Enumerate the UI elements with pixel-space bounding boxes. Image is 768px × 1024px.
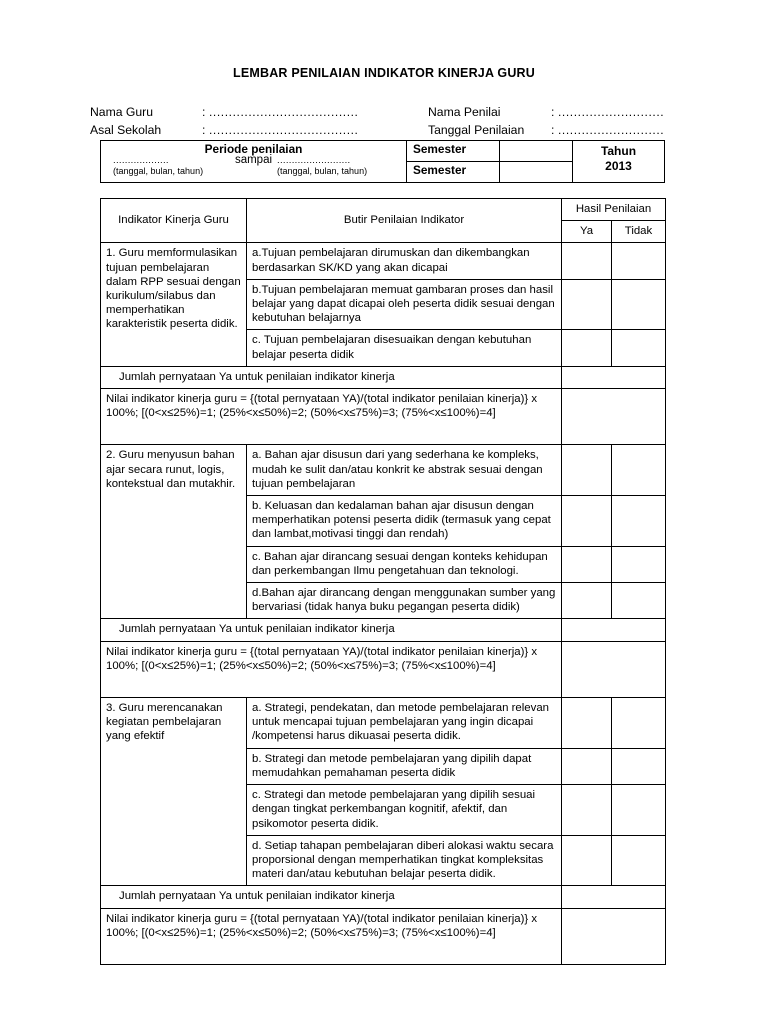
summary-value[interactable] <box>562 886 666 908</box>
summary-row <box>101 886 666 908</box>
checkbox-cell-ya[interactable] <box>562 748 612 784</box>
checkbox-cell-ya[interactable] <box>562 583 612 619</box>
table-row <box>101 445 666 496</box>
year-value[interactable]: 2013 <box>605 159 632 173</box>
semester-cell <box>407 141 573 182</box>
semester-value-1[interactable] <box>500 141 572 161</box>
year-cell <box>573 141 664 182</box>
score-row <box>101 641 666 697</box>
checkbox-cell-ya[interactable] <box>562 330 612 366</box>
period-end-value[interactable]: ......................... <box>277 155 351 166</box>
semester-value-2[interactable] <box>500 162 572 182</box>
nama-penilai-value[interactable]: ........................... <box>558 105 665 119</box>
checkbox-cell-ya[interactable] <box>562 835 612 886</box>
indicator-cell: 2. Guru menyusun bahan ajar secara runut, logis, kontekstual dan mutakhir. <box>101 445 247 619</box>
butir-cell: c. Bahan ajar dirancang sesuai dengan konteks kehidupan dan perkembangan Ilmu pengetahuan dan teknologi. <box>247 546 562 582</box>
nama-guru-value[interactable]: ...................................... <box>209 105 359 119</box>
checkbox-cell-ya[interactable] <box>562 445 612 496</box>
checkbox-cell-ya[interactable] <box>562 546 612 582</box>
butir-cell: b. Keluasan dan kedalaman bahan ajar disusun dengan memperhatikan potensi peserta didik (termasuk yang cepat dan lambat,motivasi tinggi dan rendah) <box>247 496 562 547</box>
year-label: Tahun <box>600 144 637 158</box>
header-tidak: Tidak <box>612 221 666 243</box>
butir-cell: d. Setiap tahapan pembelajaran diberi alokasi waktu secara proporsional dengan memperhatikan tingkat kompleksitas materi dan/atau kebutuhan belajar peserta didik. <box>247 835 562 886</box>
butir-cell: a.Tujuan pembelajaran dirumuskan dan dikembangkan berdasarkan SK/KD yang akan dicapai <box>247 243 562 279</box>
summary-value[interactable] <box>562 366 666 388</box>
summary-row <box>101 619 666 641</box>
asal-sekolah-label: Asal Sekolah <box>90 123 162 137</box>
checkbox-cell-tidak[interactable] <box>612 496 666 547</box>
checkbox-cell-tidak[interactable] <box>612 748 666 784</box>
checkbox-cell-tidak[interactable] <box>612 243 666 279</box>
tanggal-penilaian-value[interactable]: ........................... <box>558 123 665 137</box>
header-hasil-penilaian: Hasil Penilaian <box>562 199 666 221</box>
checkbox-cell-tidak[interactable] <box>612 785 666 836</box>
score-row <box>101 389 666 445</box>
checkbox-cell-ya[interactable] <box>562 243 612 279</box>
indicator-cell: 3. Guru merencanakan kegiatan pembelajaran yang efektif <box>101 698 247 886</box>
semester-row-1 <box>407 141 572 162</box>
summary-label: Jumlah pernyataan Ya untuk penilaian indikator kinerja <box>101 366 562 388</box>
checkbox-cell-tidak[interactable] <box>612 546 666 582</box>
score-label: Nilai indikator kinerja guru = {(total pernyataan YA)/(total indikator penilaian kinerja)} x 100%; [(0<x≤25%)=1; (25%<x≤50%)=2; (50%<x≤75%)=3; (75%<x≤100%)=4] <box>101 389 562 445</box>
semester-label-2: Semester <box>407 162 500 182</box>
checkbox-cell-tidak[interactable] <box>612 330 666 366</box>
asal-sekolah-field <box>90 123 428 137</box>
checkbox-cell-ya[interactable] <box>562 279 612 330</box>
nama-guru-colon: : <box>202 105 206 119</box>
checkbox-cell-ya[interactable] <box>562 496 612 547</box>
butir-cell: b. Strategi dan metode pembelajaran yang dipilih dapat memudahkan pemahaman peserta didik <box>247 748 562 784</box>
tanggal-penilaian-label: Tanggal Penilaian <box>428 123 525 137</box>
identity-row-2 <box>90 123 678 141</box>
tanggal-penilaian-field <box>428 123 678 137</box>
period-cell <box>101 141 407 182</box>
score-value[interactable] <box>562 389 666 445</box>
butir-cell: c. Strategi dan metode pembelajaran yang dipilih sesuai dengan tingkat perkembangan kognitif, afektif, dan psikomotor peserta didik. <box>247 785 562 836</box>
butir-cell: a. Bahan ajar disusun dari yang sederhana ke kompleks, mudah ke sulit dan/atau konkrit ke abstrak sesuai dengan tujuan pembelajaran <box>247 445 562 496</box>
period-title: Periode penilaian <box>204 142 303 156</box>
identity-header <box>90 105 678 141</box>
semester-row-2 <box>407 162 572 182</box>
checkbox-cell-tidak[interactable] <box>612 445 666 496</box>
butir-cell: b.Tujuan pembelajaran memuat gambaran proses dan hasil belajar yang dapat dicapai oleh peserta didik sesuai dengan kebutuhan belajarnya <box>247 279 562 330</box>
asal-sekolah-colon: : <box>202 123 206 137</box>
page-title: LEMBAR PENILAIAN INDIKATOR KINERJA GURU <box>232 66 536 80</box>
period-end-caption: (tanggal, bulan, tahun) <box>277 166 368 176</box>
nama-penilai-label: Nama Penilai <box>428 105 501 119</box>
nama-guru-field <box>90 105 428 119</box>
header-ya: Ya <box>562 221 612 243</box>
nama-penilai-colon: : <box>551 105 555 119</box>
tanggal-penilaian-colon: : <box>551 123 555 137</box>
assessment-table <box>100 198 666 965</box>
header-butir: Butir Penilaian Indikator <box>247 199 562 243</box>
checkbox-cell-tidak[interactable] <box>612 583 666 619</box>
checkbox-cell-ya[interactable] <box>562 785 612 836</box>
period-start-value[interactable]: ................... <box>113 155 169 166</box>
score-value[interactable] <box>562 641 666 697</box>
score-label: Nilai indikator kinerja guru = {(total pernyataan YA)/(total indikator penilaian kinerja)} x 100%; [(0<x≤25%)=1; (25%<x≤50%)=2; (50%<x≤75%)=3; (75%<x≤100%)=4] <box>101 908 562 964</box>
table-header-row <box>101 199 666 221</box>
table-row <box>101 243 666 279</box>
checkbox-cell-ya[interactable] <box>562 698 612 749</box>
summary-value[interactable] <box>562 619 666 641</box>
summary-label: Jumlah pernyataan Ya untuk penilaian indikator kinerja <box>101 619 562 641</box>
checkbox-cell-tidak[interactable] <box>612 279 666 330</box>
score-value[interactable] <box>562 908 666 964</box>
table-row <box>101 698 666 749</box>
period-sampai-label: sampai <box>234 154 273 166</box>
checkbox-cell-tidak[interactable] <box>612 698 666 749</box>
period-assessment-box <box>100 140 665 183</box>
butir-cell: d.Bahan ajar dirancang dengan menggunakan sumber yang bervariasi (tidak hanya buku pegangan peserta didik) <box>247 583 562 619</box>
nama-penilai-field <box>428 105 678 119</box>
identity-row-1 <box>90 105 678 123</box>
butir-cell: c. Tujuan pembelajaran disesuaikan dengan kebutuhan belajar peserta didik <box>247 330 562 366</box>
nama-guru-label: Nama Guru <box>90 105 153 119</box>
score-row <box>101 908 666 964</box>
score-label: Nilai indikator kinerja guru = {(total pernyataan YA)/(total indikator penilaian kinerja)} x 100%; [(0<x≤25%)=1; (25%<x≤50%)=2; (50%<x≤75%)=3; (75%<x≤100%)=4] <box>101 641 562 697</box>
summary-label: Jumlah pernyataan Ya untuk penilaian indikator kinerja <box>101 886 562 908</box>
indicator-cell: 1. Guru memformulasikan tujuan pembelajaran dalam RPP sesuai dengan kurikulum/silabus dan memperhatikan karakteristik peserta didik. <box>101 243 247 366</box>
butir-cell: a. Strategi, pendekatan, dan metode pembelajaran relevan untuk mencapai tujuan pembelajaran yang ingin dicapai /kompetensi harus dikuasai peserta didik. <box>247 698 562 749</box>
asal-sekolah-value[interactable]: ...................................... <box>209 123 359 137</box>
header-indikator: Indikator Kinerja Guru <box>101 199 247 243</box>
summary-row <box>101 366 666 388</box>
semester-label-1: Semester <box>407 141 500 161</box>
checkbox-cell-tidak[interactable] <box>612 835 666 886</box>
period-start-caption: (tanggal, bulan, tahun) <box>113 166 204 176</box>
